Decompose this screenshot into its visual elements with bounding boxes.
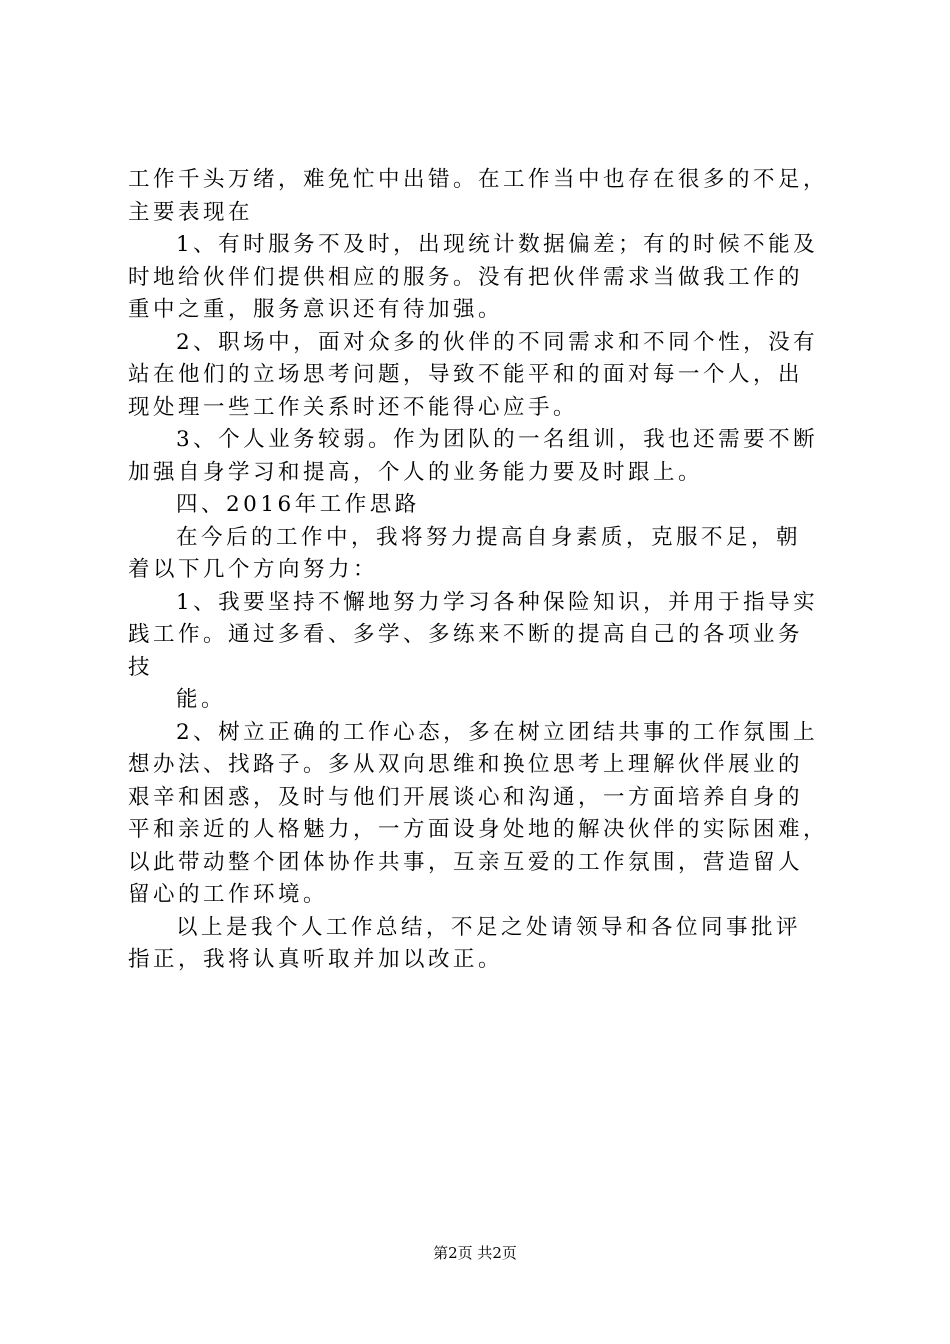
text-line: 平和亲近的人格魅力，一方面设身处地的解决伙伴的实际困难， (128, 817, 829, 842)
text-line: 能。 (176, 687, 227, 712)
paragraph-start: 在今后的工作中，我将努力提高自身素质，克服不足，朝 (176, 524, 802, 550)
page-number: 第2页 共2页 (433, 1244, 517, 1262)
text-line: 践工作。通过多看、多学、多练来不断的提高自己的各项业务 (128, 622, 804, 647)
text-line: 技 (128, 654, 154, 680)
list-item: 2、树立正确的工作心态，多在树立团结共事的工作氛围上 (176, 719, 819, 745)
text-line: 艰辛和困惑，及时与他们开展谈心和沟通，一方面培养自身的 (128, 784, 804, 810)
text-line: 指正，我将认真听取并加以改正。 (128, 947, 504, 972)
text-line: 工作千头万绪，难免忙中出错。在工作当中也存在很多的不足， (128, 167, 829, 192)
section-heading: 四、2016年工作思路 (176, 492, 420, 517)
text-line: 主要表现在 (128, 199, 254, 225)
text-line: 留心的工作环境。 (128, 882, 329, 907)
list-item: 2、职场中，面对众多的伙伴的不同需求和不同个性，没有 (176, 329, 819, 355)
list-item: 1、有时服务不及时，出现统计数据偏差；有的时候不能及 (176, 232, 819, 257)
text-line: 现处理一些工作关系时还不能得心应手。 (128, 394, 579, 420)
text-line: 时地给伙伴们提供相应的服务。没有把伙伴需求当做我工作的 (128, 264, 804, 290)
text-line: 想办法、找路子。多从双向思维和换位思考上理解伙伴展业的 (128, 752, 804, 777)
list-item: 1、我要坚持不懈地努力学习各种保险知识，并用于指导实 (176, 589, 819, 615)
text-line: 以此带动整个团体协作共事，互亲互爱的工作氛围，营造留人 (128, 849, 804, 875)
text-line: 站在他们的立场思考问题，导致不能平和的面对每一个人，出 (128, 362, 804, 387)
document-body (128, 164, 832, 977)
list-item: 3、个人业务较弱。作为团队的一名组训，我也还需要不断 (176, 427, 819, 452)
text-line: 重中之重，服务意识还有待加强。 (128, 297, 504, 322)
paragraph-start: 以上是我个人工作总结，不足之处请领导和各位同事批评 (176, 914, 802, 940)
text-line: 着以下几个方向努力： (128, 557, 379, 582)
text-line: 加强自身学习和提高，个人的业务能力要及时跟上。 (128, 459, 704, 485)
